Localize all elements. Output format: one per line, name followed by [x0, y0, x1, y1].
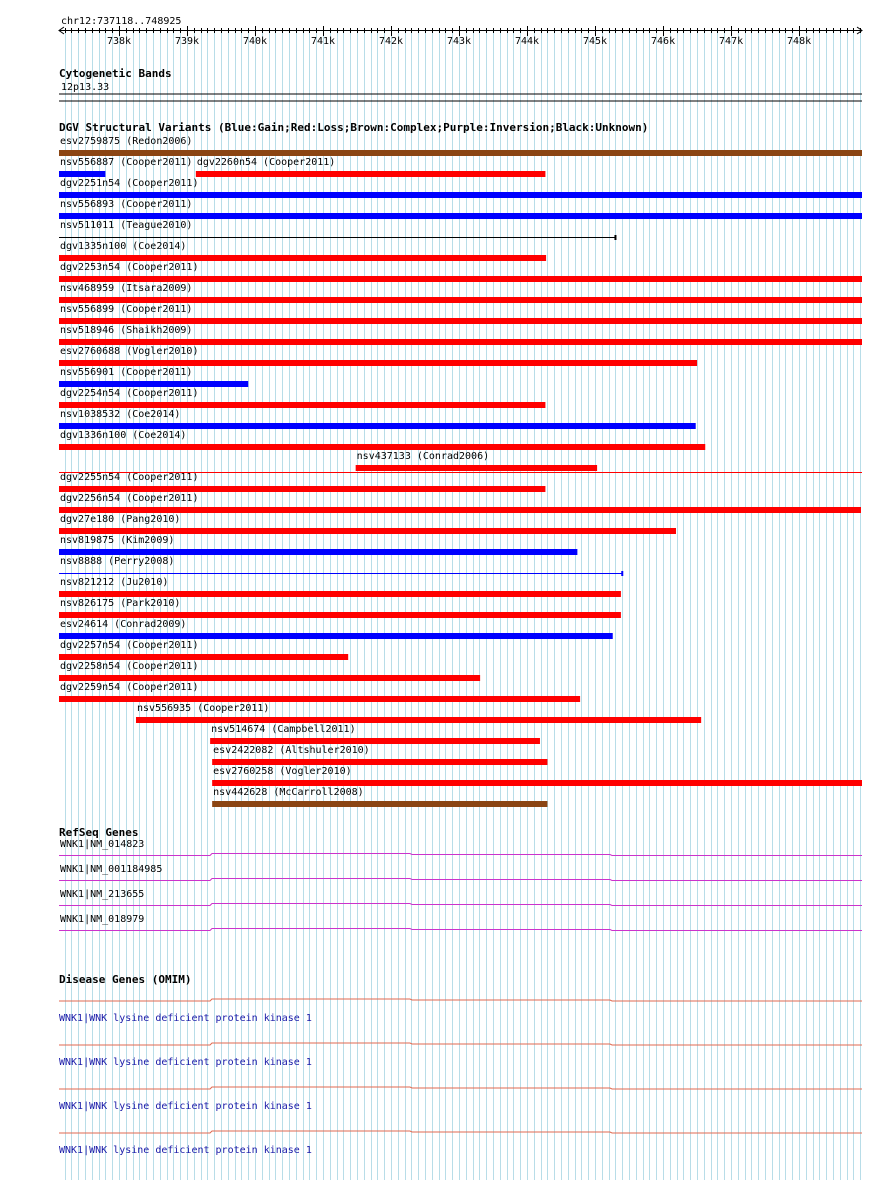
dgv-variant-bar[interactable]: [59, 381, 248, 387]
dgv-variant-feature[interactable]: [212, 745, 547, 765]
dgv-variant-label: esv2759875 (Redon2006): [60, 136, 193, 147]
dgv-variant-feature[interactable]: [59, 472, 545, 492]
refseq-gene-label: WNK1|NM_018979: [60, 914, 145, 925]
dgv-variant-feature[interactable]: [59, 514, 676, 534]
dgv-variant-feature[interactable]: [59, 598, 621, 618]
ruler-tick-label: 743k: [446, 36, 472, 47]
dgv-variant-label: nsv468959 (Itsara2009): [60, 283, 193, 294]
dgv-variant-bar[interactable]: [59, 255, 546, 261]
dgv-variant-feature[interactable]: [212, 787, 547, 807]
dgv-variant-label: nsv826175 (Park2010): [60, 598, 181, 609]
dgv-variant-label: esv2760688 (Vogler2010): [60, 346, 199, 357]
dgv-variant-label: esv24614 (Conrad2009): [60, 619, 187, 630]
dgv-variant-feature[interactable]: [59, 262, 862, 282]
dgv-variant-feature[interactable]: [59, 577, 621, 597]
dgv-variant-bar[interactable]: [59, 339, 862, 345]
refseq-gene-line[interactable]: [59, 879, 862, 881]
omim-track: [59, 999, 862, 1156]
dgv-variant-feature[interactable]: [59, 157, 192, 177]
omim-gene-line[interactable]: [59, 1131, 862, 1133]
dgv-variant-feature[interactable]: [59, 136, 862, 156]
dgv-variant-feature[interactable]: [59, 199, 862, 219]
dgv-variant-label: nsv556935 (Cooper2011): [136, 703, 270, 714]
dgv-variant-bar[interactable]: [59, 150, 862, 156]
dgv-variant-label: dgv1336n100 (Coe2014): [60, 430, 187, 441]
dgv-variant-bar[interactable]: [59, 507, 861, 513]
dgv-variant-bar[interactable]: [59, 654, 348, 660]
refseq-gene-line[interactable]: [59, 854, 862, 856]
dgv-variant-bar[interactable]: [59, 297, 862, 303]
dgv-variant-label: nsv511011 (Teague2010): [60, 220, 193, 231]
ruler-tick-label: 745k: [583, 36, 608, 47]
dgv-variant-bar[interactable]: [59, 591, 621, 597]
coordinate-ruler[interactable]: [59, 26, 862, 47]
omim-gene-label[interactable]: WNK1|WNK lysine deficient protein kinase 1: [59, 1013, 312, 1024]
ruler-tick-label: 741k: [310, 36, 336, 47]
dgv-variant-feature[interactable]: [210, 724, 540, 744]
dgv-variant-label: nsv1038532 (Coe2014): [60, 409, 181, 420]
dgv-variant-feature[interactable]: [59, 640, 348, 660]
omim-gene-line[interactable]: [59, 1087, 862, 1089]
dgv-variant-feature[interactable]: [59, 682, 580, 702]
dgv-variant-label: dgv2257n54 (Cooper2011): [60, 640, 199, 651]
refseq-gene-feature[interactable]: [59, 839, 862, 856]
dgv-variant-label: nsv821212 (Ju2010): [60, 577, 169, 588]
dgv-variant-label: nsv437133 (Conrad2006): [356, 451, 490, 462]
omim-gene-feature[interactable]: [59, 999, 862, 1024]
dgv-variant-bar[interactable]: [356, 465, 597, 471]
region-label: chr12:737118..748925: [61, 16, 182, 27]
dgv-variant-bar[interactable]: [212, 780, 862, 786]
refseq-gene-line[interactable]: [59, 904, 862, 906]
dgv-variant-feature[interactable]: [59, 430, 705, 450]
dgv-variant-bar[interactable]: [210, 738, 540, 744]
dgv-variant-bar[interactable]: [136, 717, 701, 723]
dgv-variant-feature[interactable]: [59, 556, 622, 576]
dgv-variant-feature[interactable]: [59, 388, 545, 408]
dgv-variant-label: dgv2251n54 (Cooper2011): [60, 178, 199, 189]
dgv-variant-feature[interactable]: [59, 304, 862, 324]
ruler-tick-label: 739k: [174, 36, 200, 47]
dgv-variant-bar[interactable]: [59, 486, 545, 492]
omim-gene-line[interactable]: [59, 999, 862, 1001]
dgv-variant-bar[interactable]: [59, 276, 862, 282]
dgv-variant-bar[interactable]: [59, 192, 862, 198]
omim-gene-feature[interactable]: [59, 1087, 862, 1112]
dgv-variant-bar[interactable]: [59, 171, 105, 177]
dgv-variant-label: dgv27e180 (Pang2010): [60, 514, 181, 525]
dgv-variant-bar[interactable]: [59, 549, 577, 555]
dgv-variant-feature[interactable]: [212, 766, 862, 786]
refseq-gene-label: WNK1|NM_213655: [60, 889, 145, 900]
ruler-tick-label: 744k: [515, 36, 540, 47]
dgv-variant-bar[interactable]: [59, 360, 697, 366]
refseq-gene-label: WNK1|NM_014823: [60, 839, 145, 850]
refseq-track-title: RefSeq Genes: [59, 826, 139, 839]
dgv-variant-bar[interactable]: [196, 171, 546, 177]
dgv-variant-bar[interactable]: [59, 423, 696, 429]
cytoband-track-title: Cytogenetic Bands: [59, 67, 172, 80]
dgv-variant-label: dgv2258n54 (Cooper2011): [60, 661, 199, 672]
dgv-variant-feature[interactable]: [59, 619, 613, 639]
refseq-track: [59, 839, 862, 931]
refseq-gene-feature[interactable]: [59, 914, 862, 931]
omim-gene-feature[interactable]: [59, 1131, 862, 1156]
refseq-gene-label: WNK1|NM_001184985: [60, 864, 163, 875]
dgv-variant-label: nsv556899 (Cooper2011): [60, 304, 193, 315]
dgv-variant-label: nsv556901 (Cooper2011): [60, 367, 193, 378]
dgv-variant-label: nsv518946 (Shaikh2009): [60, 325, 193, 336]
dgv-variant-label: esv2422082 (Altshuler2010): [213, 745, 370, 756]
dgv-variant-feature[interactable]: [356, 451, 597, 471]
dgv-variant-bar[interactable]: [59, 318, 862, 324]
dgv-variant-bar[interactable]: [59, 612, 621, 618]
dgv-variant-feature[interactable]: [196, 157, 546, 177]
dgv-variant-bar[interactable]: [59, 444, 705, 450]
dgv-variant-feature[interactable]: [59, 535, 577, 555]
ruler-tick-label: 738k: [106, 36, 132, 47]
dgv-variant-feature[interactable]: [59, 283, 862, 303]
dgv-variant-label: dgv2253n54 (Cooper2011): [60, 262, 199, 273]
dgv-variant-label: nsv442628 (McCarroll2008): [213, 787, 364, 798]
omim-gene-label[interactable]: WNK1|WNK lysine deficient protein kinase 1: [59, 1057, 312, 1068]
dgv-variant-bar[interactable]: [59, 696, 580, 702]
refseq-gene-feature[interactable]: [59, 864, 862, 881]
dgv-variant-bar[interactable]: [59, 633, 613, 639]
omim-gene-line[interactable]: [59, 1043, 862, 1045]
dgv-variant-label: nsv556893 (Cooper2011): [60, 199, 193, 210]
omim-track-title: Disease Genes (OMIM): [59, 973, 192, 986]
dgv-variant-label: nsv556887 (Cooper2011): [60, 157, 193, 168]
dgv-variant-bar[interactable]: [59, 675, 480, 681]
refseq-gene-feature[interactable]: [59, 889, 862, 906]
dgv-variant-bar[interactable]: [59, 213, 862, 219]
dgv-variant-label: dgv2260n54 (Cooper2011): [196, 157, 336, 168]
dgv-variant-bar[interactable]: [59, 528, 676, 534]
ruler-tick-label: 747k: [719, 36, 744, 47]
dgv-variant-label: dgv2256n54 (Cooper2011): [60, 493, 199, 504]
dgv-variant-label: dgv2259n54 (Cooper2011): [60, 682, 199, 693]
omim-gene-feature[interactable]: [59, 1043, 862, 1068]
dgv-variant-feature[interactable]: [59, 346, 697, 366]
dgv-variant-label: dgv1335n100 (Coe2014): [60, 241, 187, 252]
dgv-variant-feature[interactable]: [59, 325, 862, 345]
omim-gene-label[interactable]: WNK1|WNK lysine deficient protein kinase 1: [59, 1145, 312, 1156]
cytoband-label: 12p13.33: [61, 82, 110, 93]
dgv-track-title: DGV Structural Variants (Blue:Gain;Red:Loss;Brown:Complex;Purple:Inversion;Black:Unknown): [59, 121, 649, 134]
dgv-variant-label: nsv8888 (Perry2008): [60, 556, 175, 567]
dgv-variant-bar[interactable]: [59, 402, 545, 408]
dgv-variant-label: nsv514674 (Campbell2011): [211, 724, 356, 735]
dgv-variant-label: dgv2254n54 (Cooper2011): [60, 388, 199, 399]
dgv-variant-bar[interactable]: [212, 801, 547, 807]
ruler-tick-label: 742k: [378, 36, 404, 47]
ruler-tick-label: 746k: [651, 36, 676, 47]
dgv-variant-label: nsv819875 (Kim2009): [60, 535, 175, 546]
dgv-track: [59, 136, 862, 807]
dgv-variant-label: esv2760258 (Vogler2010): [213, 766, 352, 777]
omim-gene-label[interactable]: WNK1|WNK lysine deficient protein kinase 1: [59, 1101, 312, 1112]
dgv-variant-label: dgv2255n54 (Cooper2011): [60, 472, 199, 483]
ruler-tick-label: 748k: [787, 36, 812, 47]
refseq-gene-line[interactable]: [59, 929, 862, 931]
dgv-variant-bar[interactable]: [212, 759, 547, 765]
dgv-variant-feature[interactable]: [59, 178, 862, 198]
ruler-tick-label: 740k: [242, 36, 268, 47]
dgv-variant-feature[interactable]: [59, 367, 248, 387]
